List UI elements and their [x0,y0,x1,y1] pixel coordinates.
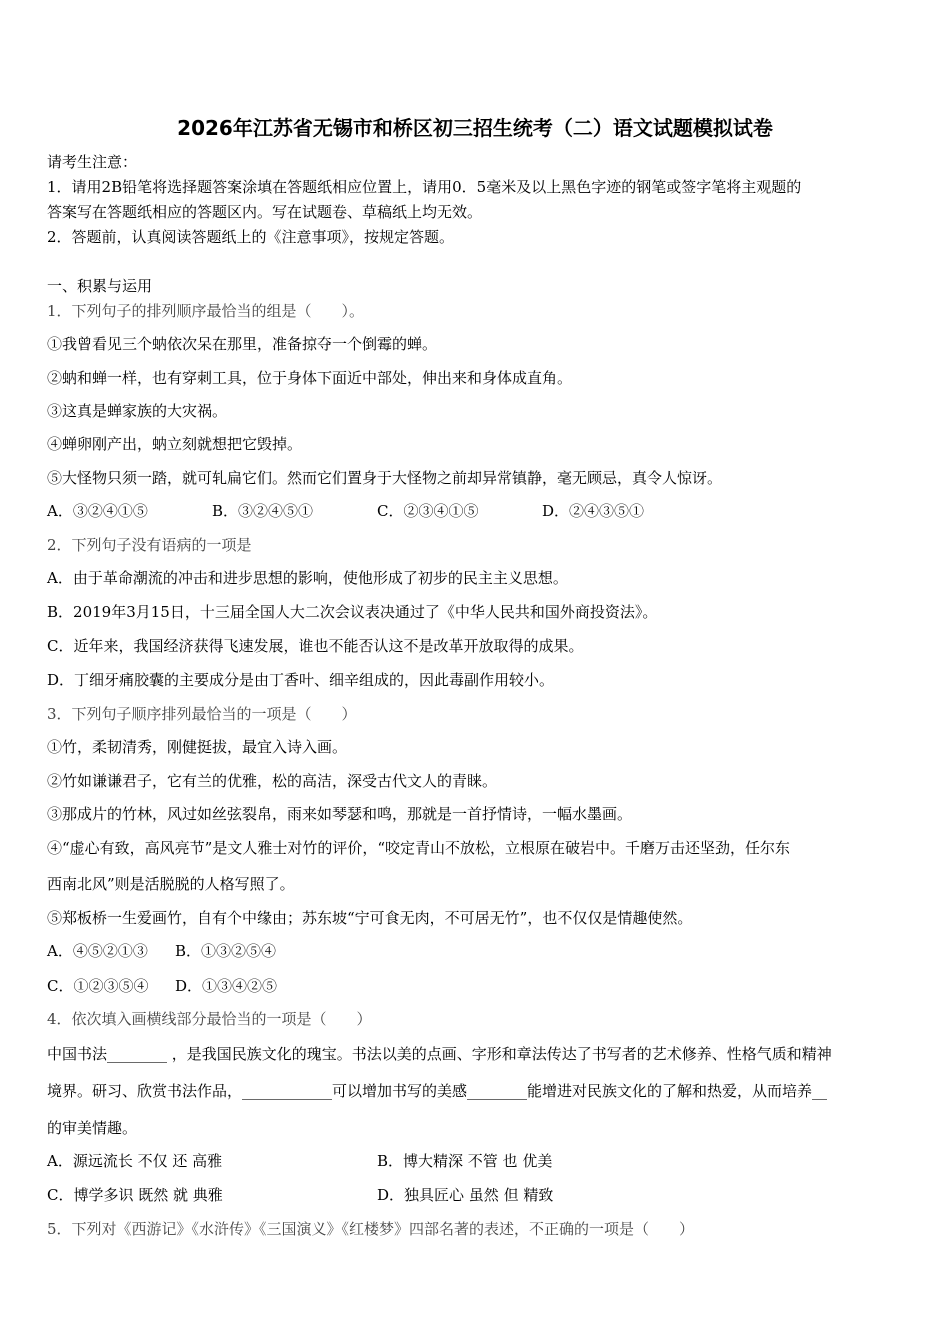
section-heading: 一、积累与运用 [47,277,153,295]
option-c: C．②③④①⑤ [377,502,479,520]
option-b: B．①③②⑤④ [175,942,277,960]
sentence: ③这真是蝉家族的大灾祸。 [47,402,228,420]
sentence: ⑤郑板桥一生爱画竹，自有个中缘由；苏东坡“宁可食无肉，不可居无竹”，也不仅仅是情趣使然。 [47,909,693,927]
notice-line: 答案写在答题纸相应的答题区内。写在试题卷、草稿纸上均无效。 [47,203,483,221]
option-c: C．近年来，我国经济获得飞速发展，谁也不能否认这不是改革开放取得的成果。 [47,637,584,655]
sentence: 西南北风”则是活脱脱的人格写照了。 [47,875,295,893]
sentence: ②蚋和蝉一样，也有穿刺工具，位于身体下面近中部处，伸出来和身体成直角。 [47,369,573,387]
notice-heading: 请考生注意： [47,153,138,171]
sentence: ③那成片的竹林，风过如丝弦裂帛，雨来如琴瑟和鸣，那就是一首抒情诗，一幅水墨画。 [47,805,633,823]
option-d: D．丁细牙痛胶囊的主要成分是由丁香叶、细辛组成的，因此毒副作用较小。 [47,671,555,689]
option-a: A．④⑤②①③ [47,942,148,960]
question-stem: 1．下列句子的排列顺序最恰当的组是（ ）。 [47,302,365,320]
option-d: D．独具匠心 虽然 但 精致 [377,1186,554,1204]
sentence: ①我曾看见三个蚋依次呆在那里，准备掠夺一个倒霉的蝉。 [47,335,438,353]
question-stem: 5．下列对《西游记》《水浒传》《三国演义》《红楼梦》四部名著的表述，不正确的一项是（ ） [47,1220,695,1238]
passage-line: 的审美情趣。 [47,1119,138,1137]
question-stem: 3．下列句子顺序排列最恰当的一项是（ ） [47,705,357,723]
option-a: A．③②④①⑤ [47,502,148,520]
passage-line: 境界。研习、欣赏书法作品，____________可以增加书写的美感________能增进对民族文化的了解和热爱，从而培养__ [47,1082,828,1100]
option-a: A．源远流长 不仅 还 高雅 [47,1152,223,1170]
question-stem: 4．依次填入画横线部分最恰当的一项是（ ） [47,1010,372,1028]
notice-line: 2．答题前，认真阅读答题纸上的《注意事项》，按规定答题。 [47,228,455,246]
question-stem: 2．下列句子没有语病的一项是 [47,536,252,554]
notice-line: 1．请用2B铅笔将选择题答案涂填在答题纸相应位置上，请用0．5毫米及以上黑色字迹的钢笔或签字笔将主观题的 [47,178,802,196]
sentence: ⑤大怪物只须一踏，就可轧扁它们。然而它们置身于大怪物之前却异常镇静，毫无顾忌，真令人惊讶。 [47,469,723,487]
option-a: A．由于革命潮流的冲击和进步思想的影响，使他形成了初步的民主主义思想。 [47,569,568,587]
sentence: ④蝉卵刚产出，蚋立刻就想把它毁掉。 [47,435,303,453]
option-b: B．2019年3月15日，十三届全国人大二次会议表决通过了《中华人民共和国外商投资法》。 [47,603,658,621]
option-b: B．③②④⑤① [212,502,314,520]
sentence: ①竹，柔韧清秀，刚健挺拔，最宜入诗入画。 [47,738,348,756]
sentence: ④“虚心有致，高风亮节”是文人雅士对竹的评价，“咬定青山不放松，立根原在破岩中。千磨万击还坚劲，任尔东 [47,839,791,857]
sentence: ②竹如谦谦君子，它有兰的优雅，松的高洁，深受古代文人的青睐。 [47,772,498,790]
page-title: 2026年江苏省无锡市和桥区初三招生统考（二）语文试题模拟试卷 [177,116,773,140]
option-c: C．①②③⑤④ [47,977,149,995]
passage-line: 中国书法________ ，是我国民族文化的瑰宝。书法以美的点画、字形和章法传达了书写者的艺术修养、性格气质和精神 [47,1045,832,1063]
option-b: B．博大精深 不管 也 优美 [377,1152,553,1170]
option-d: D．②④③⑤① [542,502,645,520]
option-d: D．①③④②⑤ [175,977,278,995]
option-c: C．博学多识 既然 就 典雅 [47,1186,223,1204]
